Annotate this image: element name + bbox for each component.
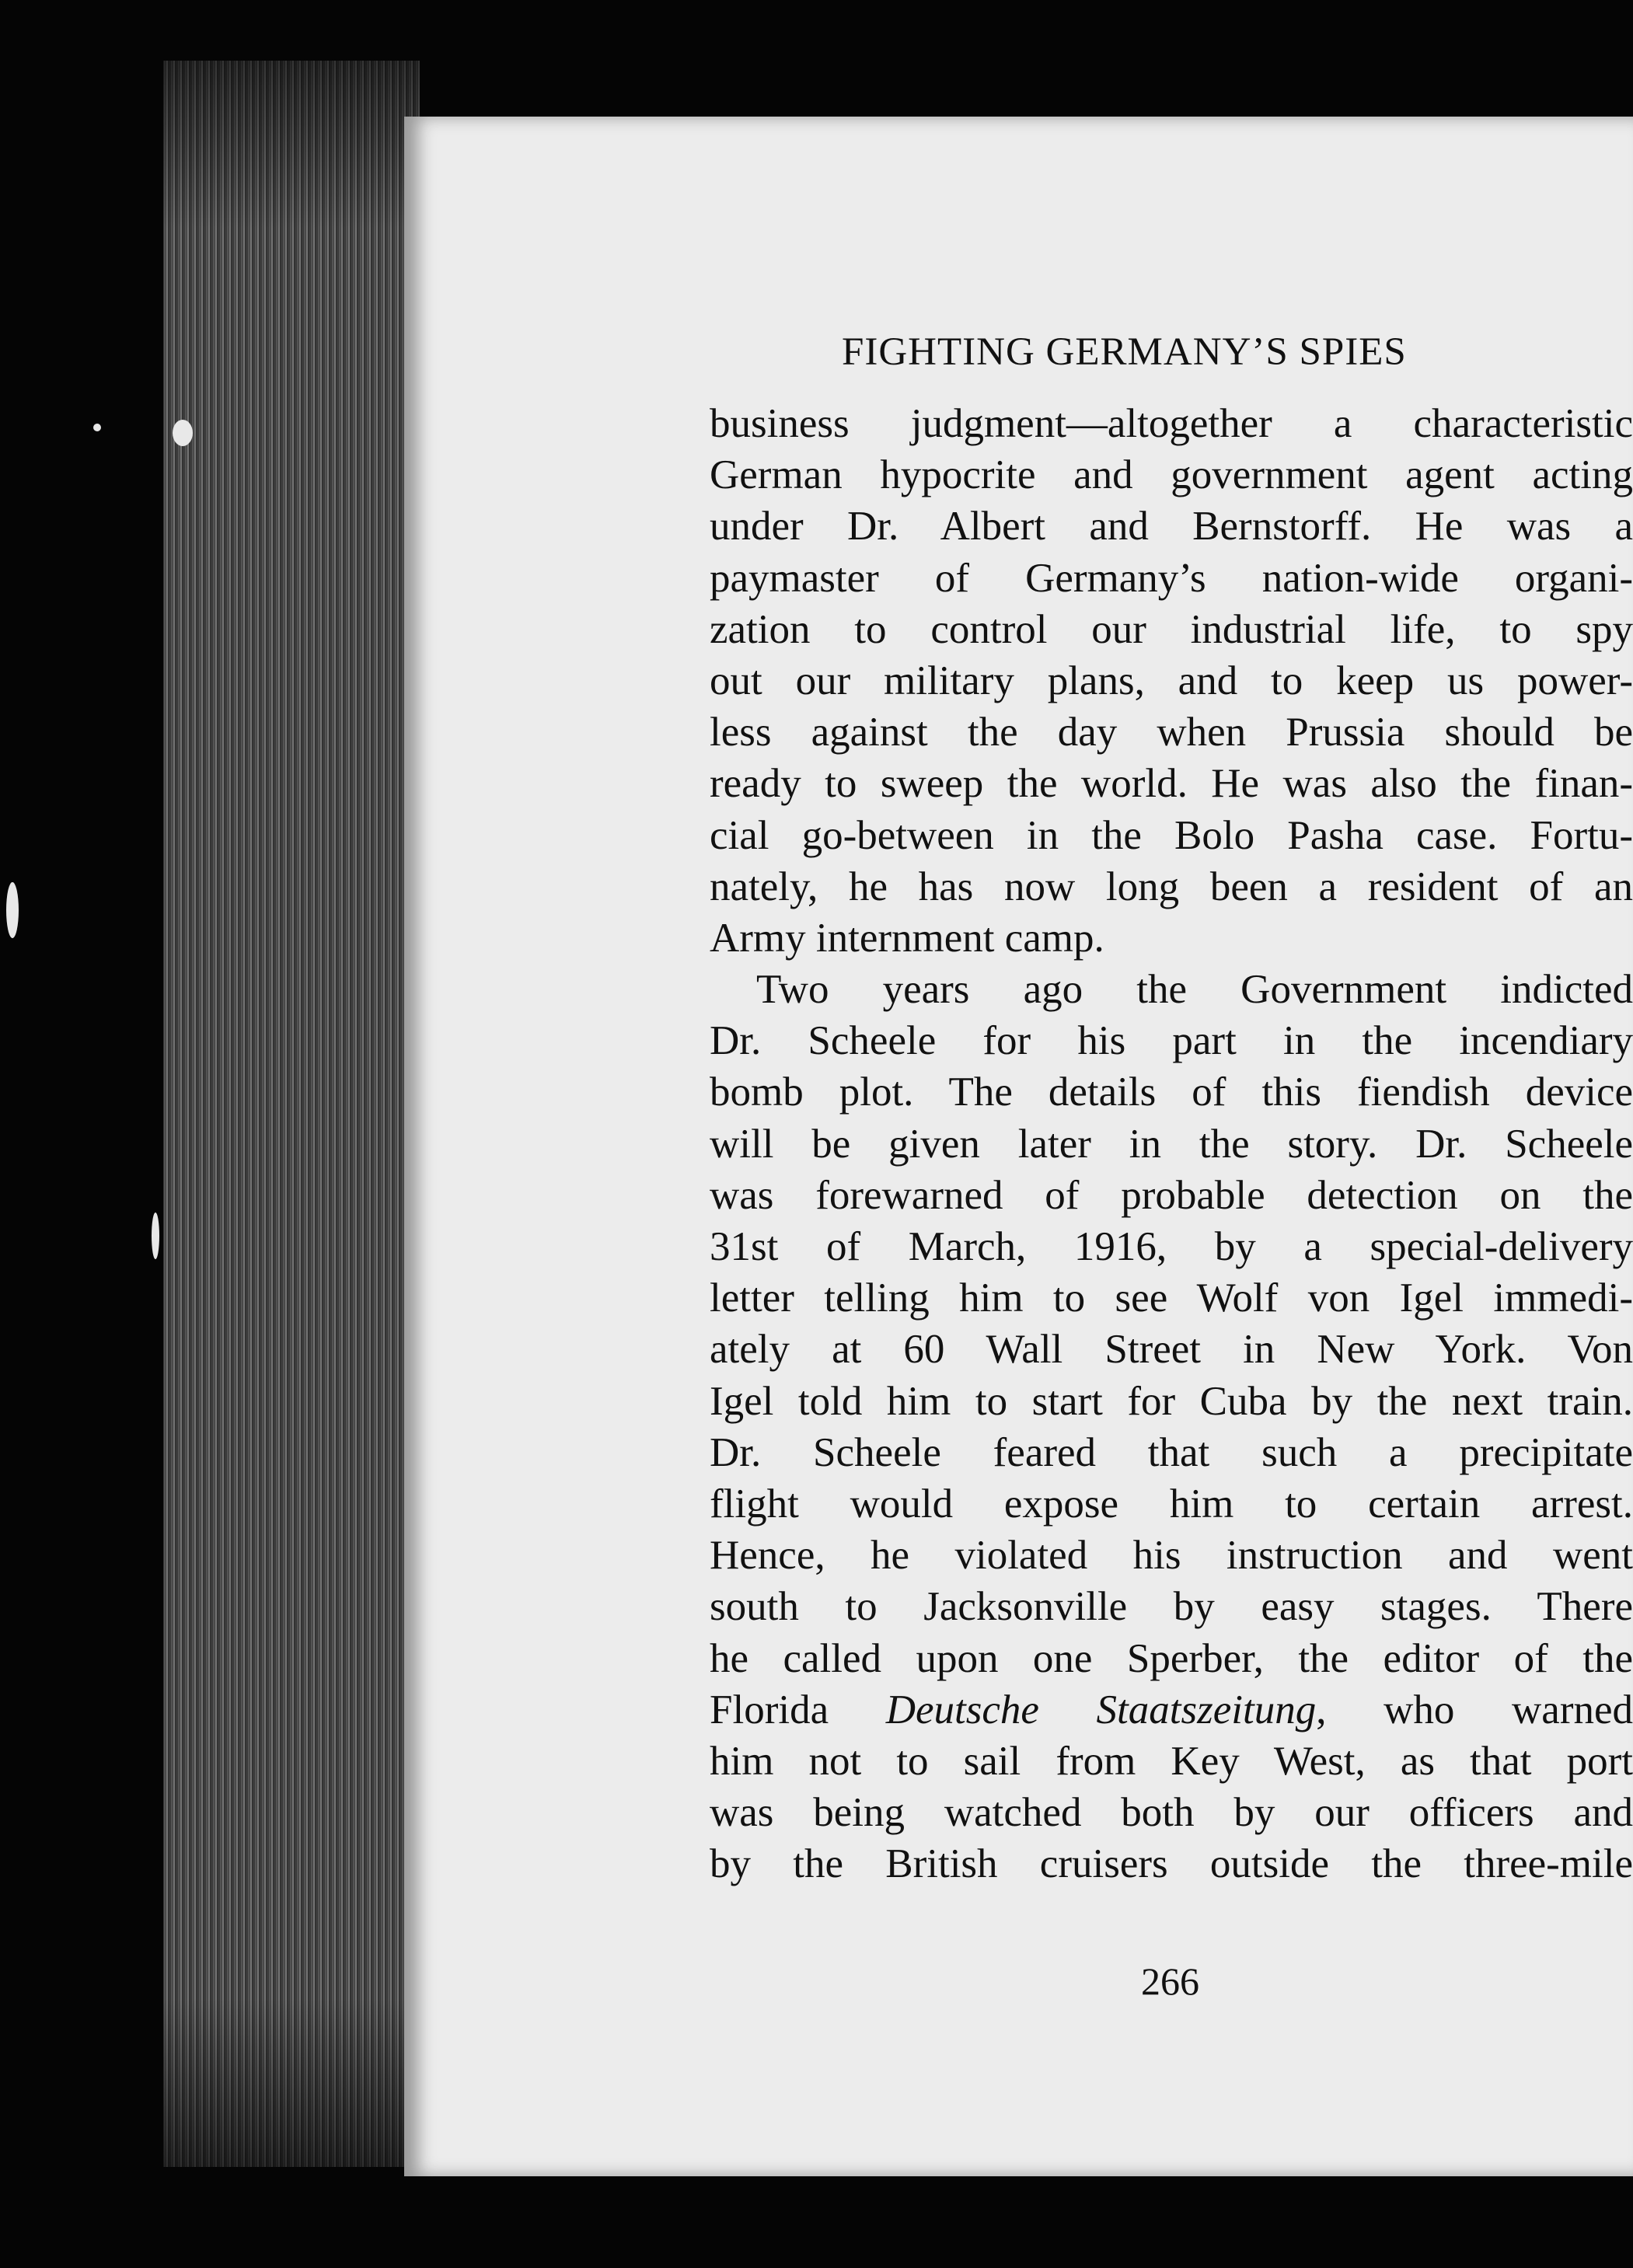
dust-speck <box>173 420 193 446</box>
text-line: by the British cruisers outside the three-mile <box>710 1841 1633 1887</box>
newspaper-title: Deutsche Staatszeitung <box>885 1687 1317 1732</box>
text-line: south to Jacksonville by easy stages. There <box>710 1584 1633 1630</box>
text-line: letter telling him to see Wolf von Igel immedi- <box>710 1275 1633 1321</box>
text-line: out our military plans, and to keep us power- <box>710 658 1633 703</box>
text-line: ately at 60 Wall Street in New York. Von <box>710 1327 1633 1373</box>
text-line: ready to sweep the world. He was also the finan- <box>710 761 1633 807</box>
text-line: will be given later in the story. Dr. Scheele <box>710 1121 1633 1167</box>
text-line: 31st of March, 1916, by a special-delivery <box>710 1224 1633 1269</box>
dust-speck <box>6 882 19 938</box>
text-line: Hence, he violated his instruction and went <box>710 1533 1633 1579</box>
text-line: paymaster of Germany’s nation-wide organi- <box>710 555 1633 601</box>
text-line: flight would expose him to certain arrest. <box>710 1481 1633 1527</box>
text-line: was forewarned of probable detection on the <box>710 1172 1633 1218</box>
text-segment: , who warned <box>1316 1687 1633 1732</box>
text-line: business judgment—altogether a characteristic <box>710 401 1633 446</box>
text-segment: Florida <box>710 1687 886 1732</box>
text-line <box>710 1684 1633 1736</box>
text-line: he called upon one Sperber, the editor of the <box>710 1635 1633 1681</box>
text-line: Dr. Scheele for his part in the incendiary <box>710 1018 1633 1064</box>
page-number: 266 <box>1141 1959 1199 2003</box>
text-line: cial go-between in the Bolo Pasha case. Fortu- <box>710 812 1633 858</box>
text-line: nately, he has now long been a resident of an <box>710 864 1633 909</box>
text-line: Dr. Scheele feared that such a precipitate <box>710 1429 1633 1475</box>
text-line: Army internment camp. <box>710 915 1104 961</box>
dust-speck <box>93 424 101 431</box>
text-line: German hypocrite and government agent acting <box>710 452 1633 498</box>
text-line: Igel told him to start for Cuba by the next train. <box>710 1378 1633 1424</box>
text-line: under Dr. Albert and Bernstorff. He was a <box>710 504 1633 550</box>
body-text <box>710 398 1633 1889</box>
dust-speck <box>152 1213 159 1259</box>
text-line: less against the day when Prussia should be <box>710 710 1633 755</box>
text-line: was being watched both by our officers and <box>710 1790 1633 1836</box>
text-line: bomb plot. The details of this fiendish device <box>710 1069 1633 1115</box>
text-line: Two years ago the Government indicted <box>756 967 1633 1013</box>
page-edges-shadow <box>163 61 420 2167</box>
text-line: zation to control our industrial life, to spy <box>710 606 1633 652</box>
running-head: FIGHTING GERMANY’S SPIES <box>842 330 1407 374</box>
text-line: him not to sail from Key West, as that port <box>710 1738 1633 1784</box>
